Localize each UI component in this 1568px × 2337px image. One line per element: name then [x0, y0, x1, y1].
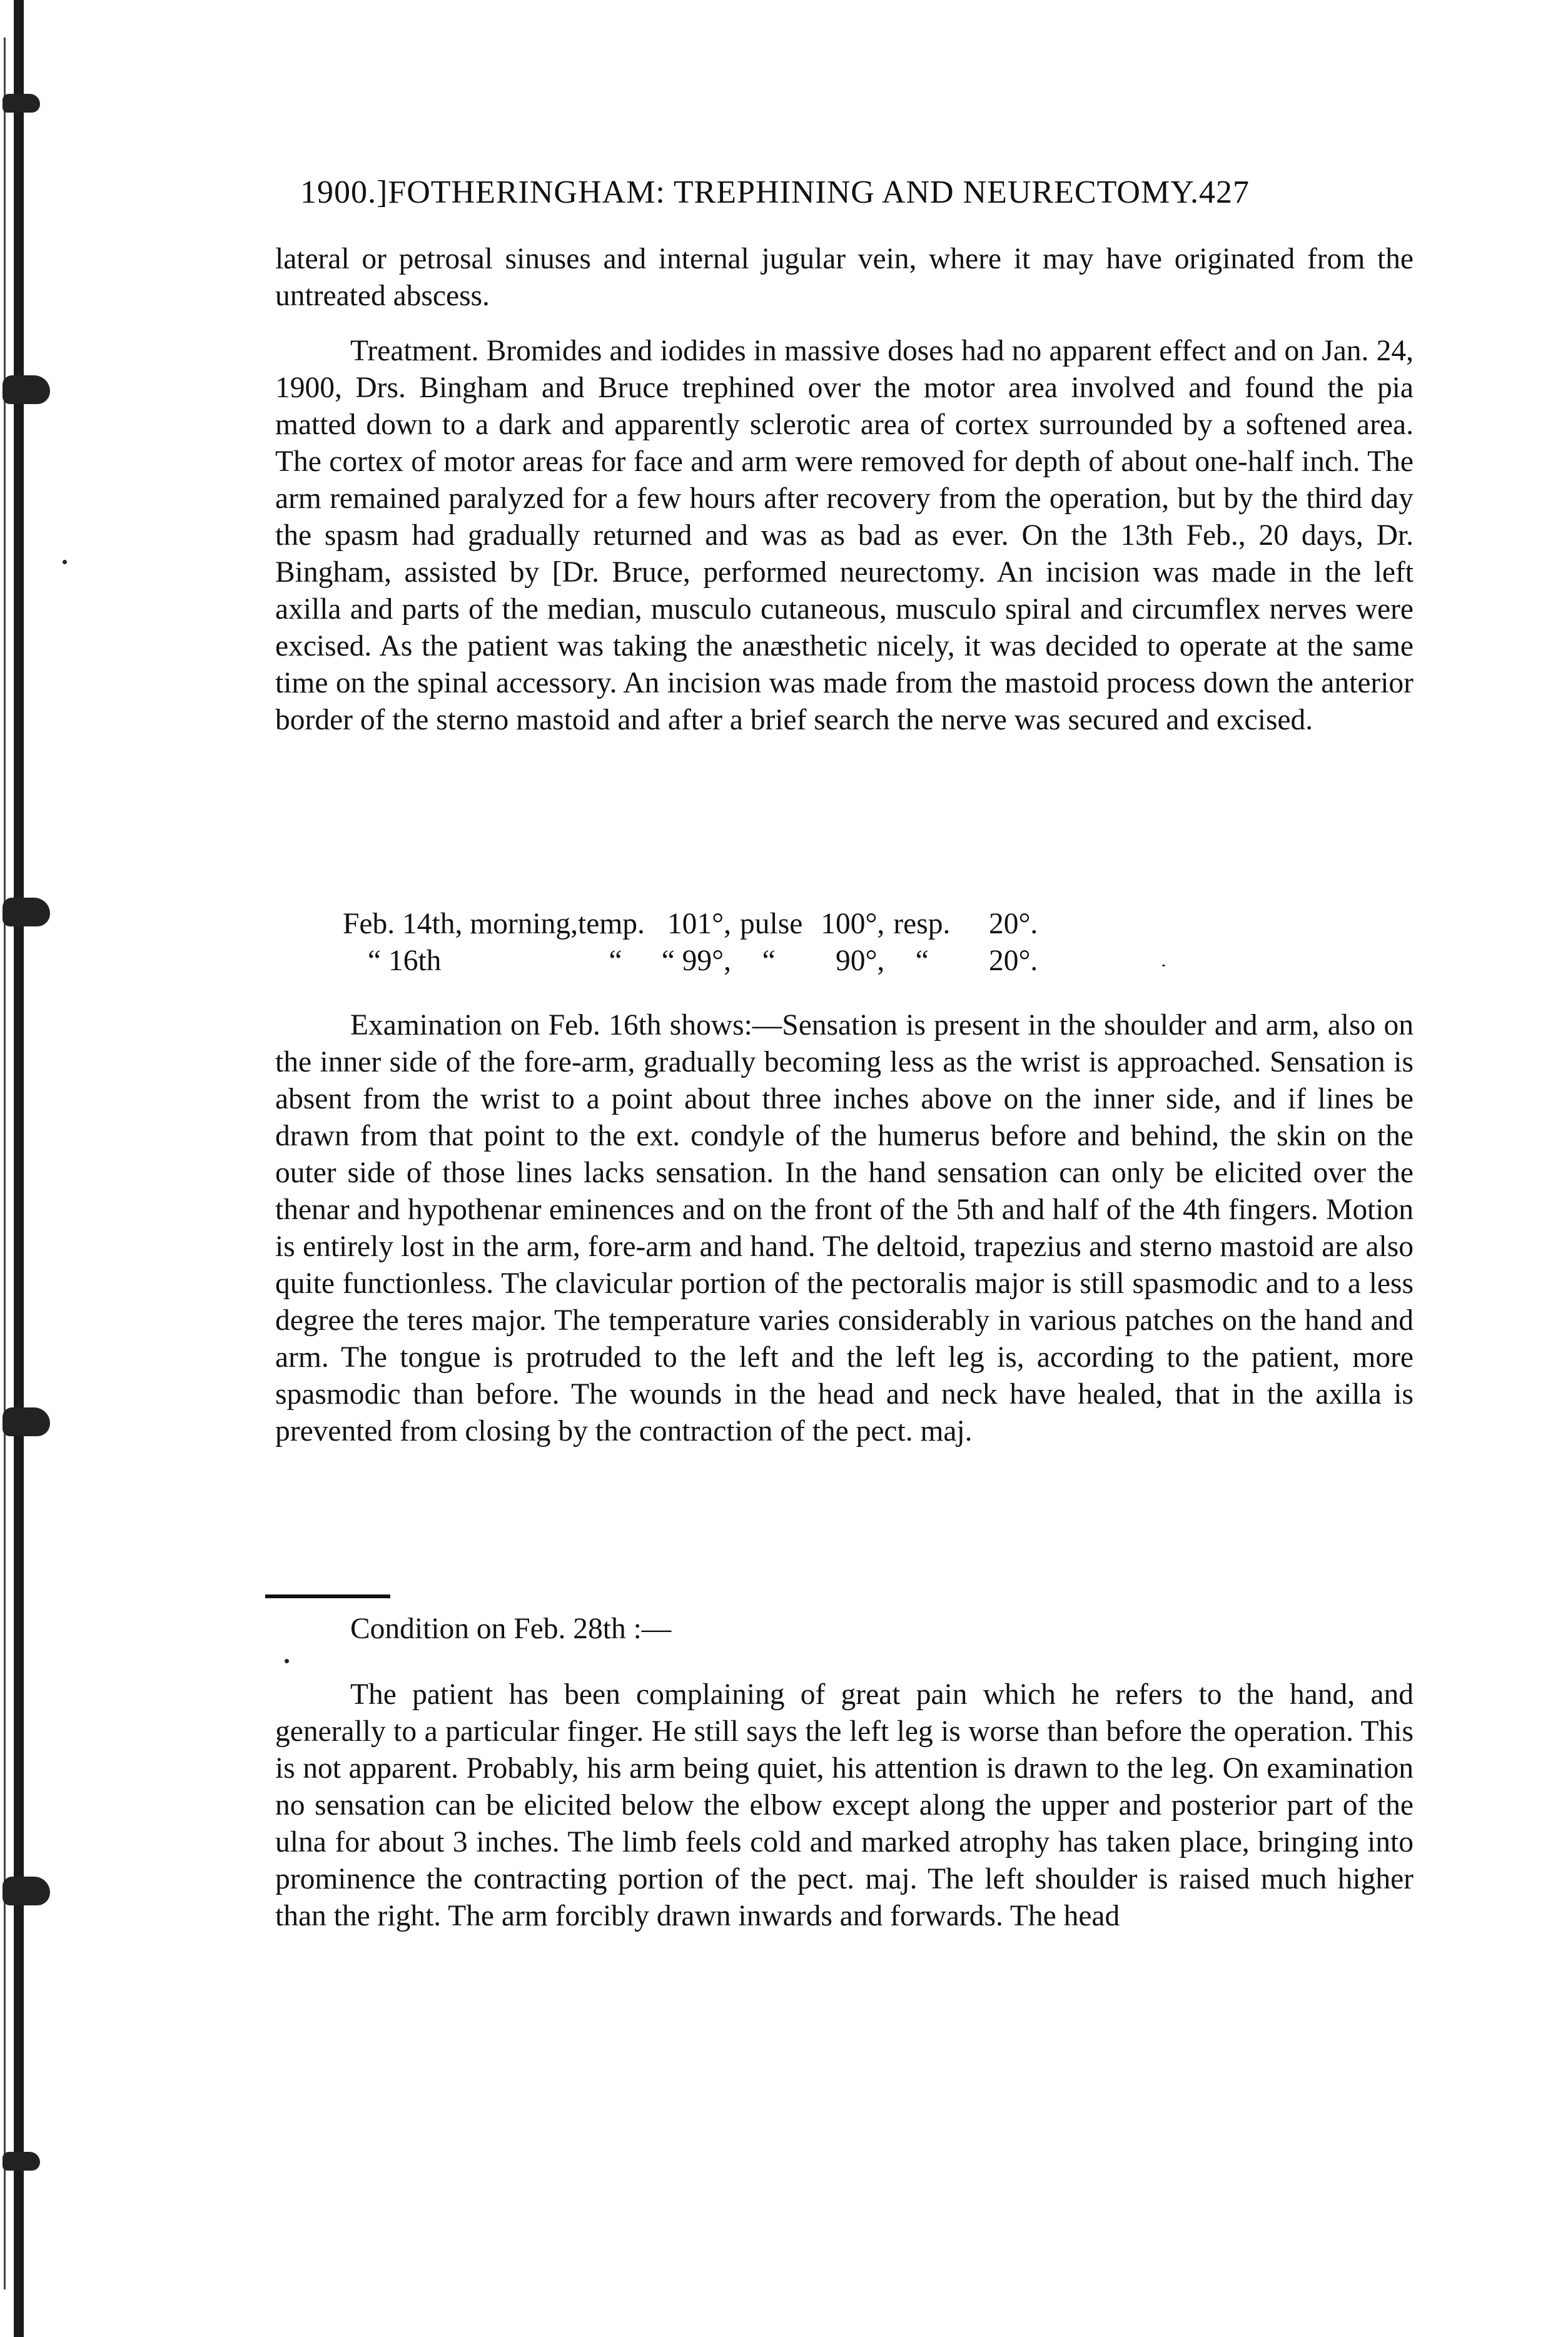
- ink-speck: [285, 1659, 289, 1663]
- resp-value: 20°.: [988, 908, 1038, 940]
- binding-clip: [3, 375, 50, 404]
- ink-speck: [63, 560, 67, 564]
- binding-thread: [4, 38, 6, 2289]
- pulse-label: “: [762, 945, 776, 977]
- record-date: Feb. 14th, morning,: [343, 908, 579, 940]
- binding-clip: [3, 1407, 50, 1436]
- record-row: [343, 906, 1038, 943]
- vital-signs-records: [343, 906, 1038, 980]
- resp-label: “: [915, 945, 929, 977]
- temp-value: “ 99°,: [661, 945, 732, 977]
- pulse-label: pulse: [740, 908, 803, 940]
- binding-clip: [3, 94, 40, 113]
- paragraph-examination: Examination on Feb. 16th shows:—Sensation is present in the shoulder and arm, also on the inner side of the fore-arm, gradually becoming less as the wrist is approached. Sensation is absent from the wrist to a point about three inches above on the inner side, and if lines be drawn from that point to the ext. condyle of the humerus before and behind, the skin on the outer side of those lines lacks sensation. In the hand sensation can only be elicited over the thenar and hypothenar eminences and on the front of the 5th and half of the 4th fingers. Motion is entirely lost in the arm, fore-arm and hand. The deltoid, trapezius and sterno mastoid are also quite functionless. The clavicular portion of the pectoralis major is still spasmodic and to a less degree the teres major. The temperature varies considerably in various patches on the hand and arm. The tongue is protruded to the left and the left leg is, according to the patient, more spasmodic than before. The wounds in the head and neck have healed, that in the axilla is prevented from closing by the contraction of the pect. maj.: [275, 1009, 1414, 1447]
- condition-heading: Condition on Feb. 28th :—: [350, 1613, 672, 1645]
- underline-mark: [265, 1594, 390, 1598]
- running-head: 1900.]FOTHERINGHAM: TREPHINING AND NEURECTOMY.427: [300, 175, 1250, 210]
- paragraph-treatment: Treatment. Bromides and iodides in massive doses had no apparent effect and on Jan. 24, 1900, Drs. Bingham and Bruce trephined over the motor area involved and found the pia matted down to a dark and apparently sclerotic area of cortex surrounded by a softened area. The cortex of motor areas for face and arm were removed for depth of about one-half inch. The arm remained paralyzed for a few hours after recovery from the operation, but by the third day the spasm had gradually returned and was as bad as ever. On the 13th Feb., 20 days, Dr. Bingham, assisted by [Dr. Bruce, performed neurectomy. An incision was made in the left axilla and parts of the median, musculo cutaneous, musculo spiral and circumflex nerves were excised. As the patient was taking the anæsthetic nicely, it was decided to operate at the same time on the spinal accessory. An incision was made from the mastoid process down the anterior border of the sterno mastoid and after a brief search the nerve was secured and excised.: [275, 335, 1414, 736]
- temp-label: temp.: [578, 908, 645, 940]
- record-row: [343, 943, 1038, 980]
- resp-value: 20°.: [988, 945, 1038, 977]
- paragraph-continuation: lateral or petrosal sinuses and internal jugular vein, where it may have originated from the untreated abscess.: [275, 243, 1414, 312]
- temp-label: “: [609, 945, 622, 977]
- binding-clip: [3, 1877, 50, 1905]
- record-date: “ 16th: [368, 945, 442, 977]
- ink-speck: [1162, 965, 1165, 966]
- pulse-value: 100°,: [821, 908, 885, 940]
- resp-label: resp.: [893, 908, 951, 940]
- binding-edge: [14, 0, 24, 2337]
- binding-clip: [3, 898, 50, 926]
- paragraph-condition: The patient has been complaining of great pain which he refers to the hand, and generally to a particular finger. He still says the left leg is worse than before the operation. This is not apparent. Probably, his arm being quiet, his attention is drawn to the leg. On examination no sensation can be elicited below the elbow except along the upper and posterior part of the ulna for about 3 inches. The limb feels cold and marked atrophy has taken place, bringing into prominence the contracting portion of the pect. maj. The left shoulder is raised much higher than the right. The arm forcibly drawn inwards and forwards. The head: [275, 1678, 1414, 1932]
- binding-clip: [3, 2152, 40, 2171]
- pulse-value: 90°,: [835, 945, 885, 977]
- temp-value: 101°,: [667, 908, 732, 940]
